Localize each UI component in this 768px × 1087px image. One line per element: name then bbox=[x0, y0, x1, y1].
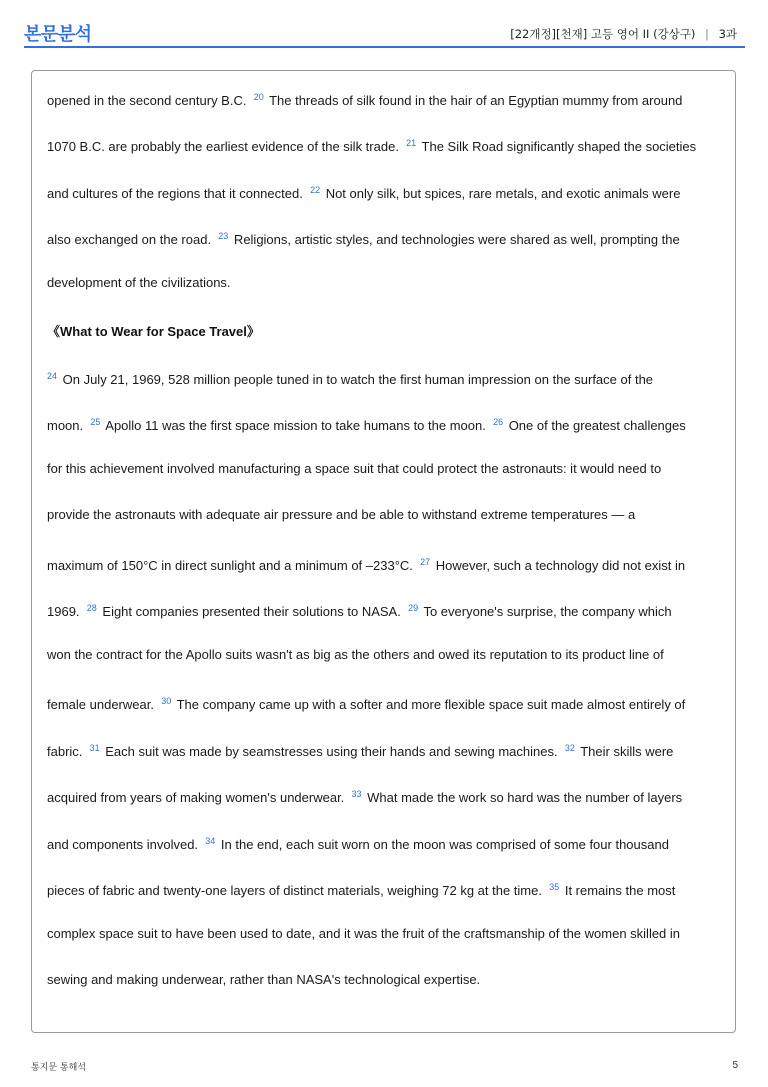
sentence-text: moon. bbox=[47, 418, 91, 433]
sentence-text: provide the astronauts with adequate air pressure and be able to withstand extreme temperatures — a bbox=[47, 507, 636, 522]
passage-line bbox=[47, 275, 231, 291]
sentence-text: One of the greatest challenges bbox=[505, 418, 686, 433]
textbook-info bbox=[510, 26, 737, 42]
lesson-label: 3과 bbox=[718, 27, 737, 41]
sentence-text: 1070 B.C. are probably the earliest evidence of the silk trade. bbox=[47, 139, 407, 154]
sentence-number: 34 bbox=[205, 836, 216, 846]
passage-line bbox=[47, 89, 682, 109]
page-number: 5 bbox=[732, 1060, 738, 1071]
sentence-text: sewing and making underwear, rather than NASA's technological expertise. bbox=[47, 972, 481, 987]
passage-line bbox=[47, 368, 653, 388]
sentence-text: The Silk Road significantly shaped the societies bbox=[418, 139, 697, 154]
sentence-number: 29 bbox=[408, 603, 419, 613]
sentence-number: 30 bbox=[161, 696, 172, 706]
passage-line bbox=[47, 786, 682, 806]
sentence-text: Their skills were bbox=[576, 744, 674, 759]
textbook-title: [22개정][천재] 고등 영어 II (강상구) bbox=[510, 27, 696, 41]
sentence-text: opened in the second century B.C. bbox=[47, 93, 254, 108]
sentence-text: Each suit was made by seamstresses using their hands and sewing machines. bbox=[101, 744, 565, 759]
passage-line bbox=[47, 833, 669, 853]
page-title: 본문분석 bbox=[24, 24, 92, 45]
passage-line bbox=[47, 414, 686, 434]
sentence-text: pieces of fabric and twenty-one layers of distinct materials, weighing 72 kg at the time. bbox=[47, 883, 550, 898]
sentence-text: 1969. bbox=[47, 604, 87, 619]
sentence-number: 21 bbox=[406, 138, 417, 148]
sentence-text: On July 21, 1969, 528 million people tuned in to watch the first human impression on the surface of the bbox=[59, 372, 654, 387]
sentence-text: Apollo 11 was the first space mission to take humans to the moon. bbox=[102, 418, 494, 433]
sentence-text: Eight companies presented their solutions to NASA. bbox=[98, 604, 409, 619]
passage-line bbox=[47, 554, 685, 574]
sentence-number: 33 bbox=[351, 789, 362, 799]
sentence-text: also exchanged on the road. bbox=[47, 232, 219, 247]
sentence-text: To everyone's surprise, the company which bbox=[420, 604, 672, 619]
sentence-number: 31 bbox=[89, 743, 100, 753]
sentence-text: acquired from years of making women's underwear. bbox=[47, 790, 352, 805]
sentence-number: 27 bbox=[420, 557, 431, 567]
section-title: 《What to Wear for Space Travel》 bbox=[47, 324, 260, 339]
page-header bbox=[24, 18, 745, 48]
sentence-text: and cultures of the regions that it connected. bbox=[47, 186, 311, 201]
passage-line bbox=[47, 135, 696, 155]
header-divider bbox=[24, 46, 745, 48]
sentence-text: However, such a technology did not exist in bbox=[432, 558, 686, 573]
sentence-text: Religions, artistic styles, and technologies were shared as well, prompting the bbox=[230, 232, 680, 247]
passage-line bbox=[47, 228, 680, 248]
passage-line bbox=[47, 507, 635, 523]
footer-label: 통지문 통해석 bbox=[31, 1063, 87, 1073]
sentence-text: development of the civilizations. bbox=[47, 275, 231, 290]
sentence-text: What made the work so hard was the number of layers bbox=[363, 790, 683, 805]
passage-line bbox=[47, 972, 480, 988]
sentence-number: 32 bbox=[564, 743, 575, 753]
sentence-text: female underwear. bbox=[47, 697, 162, 712]
passage-line bbox=[47, 693, 685, 713]
sentence-number: 24 bbox=[47, 371, 58, 381]
passage-line bbox=[47, 647, 664, 663]
sentence-text: It remains the most bbox=[561, 883, 676, 898]
passage-line bbox=[47, 600, 672, 620]
sentence-number: 23 bbox=[218, 231, 229, 241]
sentence-text: complex space suit to have been used to date, and it was the fruit of the craftsmanship of the women skilled in bbox=[47, 926, 681, 941]
sentence-number: 28 bbox=[86, 603, 97, 613]
sentence-number: 20 bbox=[253, 92, 264, 102]
sentence-number: 22 bbox=[310, 185, 321, 195]
sentence-text: Not only silk, but spices, rare metals, and exotic animals were bbox=[322, 186, 681, 201]
sentence-text: and components involved. bbox=[47, 837, 206, 852]
sentence-text: maximum of 150°C in direct sunlight and a minimum of –233°C. bbox=[47, 558, 421, 573]
sentence-text: In the end, each suit worn on the moon was comprised of some four thousand bbox=[217, 837, 669, 852]
sentence-text: fabric. bbox=[47, 744, 90, 759]
sentence-text: The threads of silk found in the hair of an Egyptian mummy from around bbox=[265, 93, 683, 108]
passage-line bbox=[47, 461, 661, 477]
sentence-number: 35 bbox=[549, 882, 560, 892]
sentence-text: won the contract for the Apollo suits wasn't as big as the others and owed its reputation to its product line of bbox=[47, 647, 664, 662]
sentence-text: for this achievement involved manufacturing a space suit that could protect the astronauts: it would need to bbox=[47, 461, 662, 476]
passage-line bbox=[47, 926, 680, 942]
passage-line bbox=[47, 740, 673, 760]
header-separator: | bbox=[705, 27, 709, 41]
sentence-text: The company came up with a softer and more flexible space suit made almost entirely of bbox=[173, 697, 686, 712]
passage-line bbox=[47, 879, 675, 899]
sentence-number: 26 bbox=[493, 417, 504, 427]
passage-line bbox=[47, 182, 680, 202]
sentence-number: 25 bbox=[90, 417, 101, 427]
